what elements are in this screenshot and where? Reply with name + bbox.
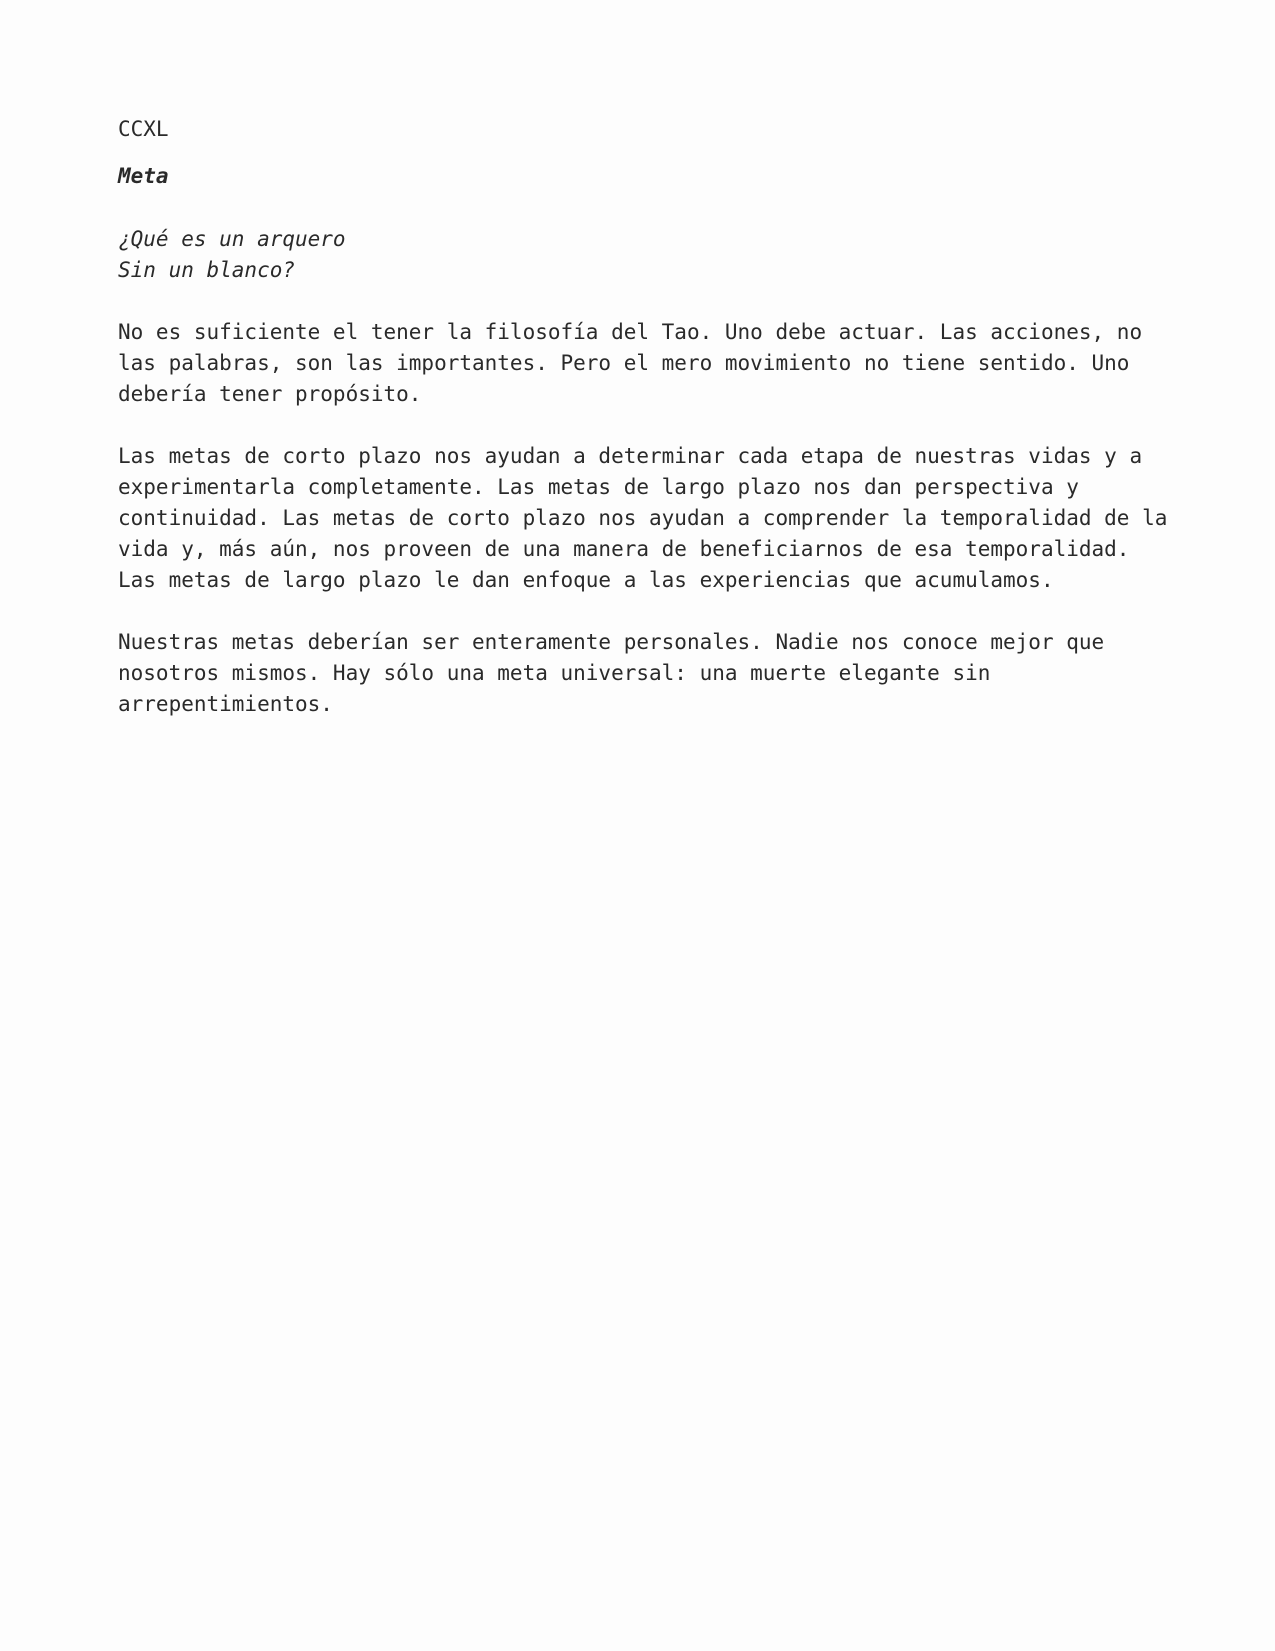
chapter-title: Meta bbox=[118, 164, 169, 188]
chapter-numeral: CCXL bbox=[118, 117, 169, 141]
paragraph-line: vida y, más aún, nos proveen de una manera de beneficiarnos de esa temporalidad. bbox=[118, 537, 1130, 561]
paragraph-line: nosotros mismos. Hay sólo una meta universal: una muerte elegante sin bbox=[118, 661, 991, 685]
epigraph-line: ¿Qué es un arquero bbox=[118, 227, 346, 251]
paragraph-1 bbox=[118, 317, 1198, 410]
paragraph-line: Nuestras metas deberían ser enteramente personales. Nadie nos conoce mejor que bbox=[118, 630, 1105, 654]
document-body bbox=[118, 114, 1198, 720]
paragraph-line: arrepentimientos. bbox=[118, 692, 333, 716]
paragraph-line: continuidad. Las metas de corto plazo nos ayudan a comprender la temporalidad de la bbox=[118, 506, 1168, 530]
paragraph-line: Las metas de largo plazo le dan enfoque a las experiencias que acumulamos. bbox=[118, 568, 1054, 592]
paragraph-line: las palabras, son las importantes. Pero el mero movimiento no tiene sentido. Uno bbox=[118, 351, 1130, 375]
epigraph bbox=[118, 224, 1198, 286]
paragraph-line: debería tener propósito. bbox=[118, 382, 422, 406]
paragraph-line: Las metas de corto plazo nos ayudan a determinar cada etapa de nuestras vidas y a bbox=[118, 444, 1143, 468]
paragraph-3 bbox=[118, 627, 1198, 720]
epigraph-line: Sin un blanco? bbox=[118, 258, 296, 282]
paragraph-line: No es suficiente el tener la filosofía del Tao. Uno debe actuar. Las acciones, no bbox=[118, 320, 1143, 344]
paragraph-2 bbox=[118, 441, 1198, 596]
paragraph-line: experimentarla completamente. Las metas de largo plazo nos dan perspectiva y bbox=[118, 475, 1079, 499]
